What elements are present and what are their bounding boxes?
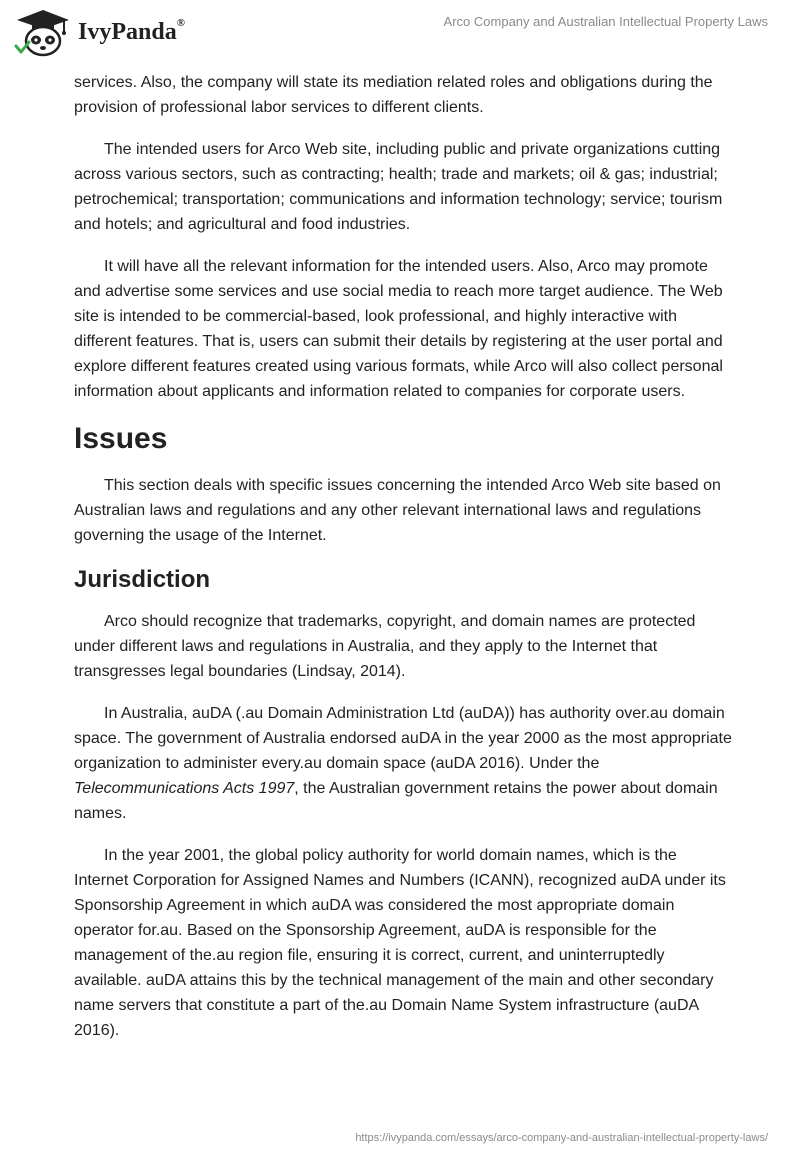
essay-body [74,70,734,1060]
paragraph-1: services. Also, the company will state its mediation related roles and obligations during the provision of professional labor services to different clients. [74,74,713,116]
ivypanda-logo[interactable] [14,8,214,58]
paragraph-6-end: , the Australian government retains the power about domain names. [74,780,718,822]
paragraph-6-start: In Australia, auDA (.au Domain Administration Ltd (auDA)) has authority over.au domain space. The government of Australia endorsed auDA in the year 2000 as the most appropriate organization to administer every.au domain space (auDA 2016). Under the [74,705,732,772]
source-url[interactable]: https://ivypanda.com/essays/arco-company-and-australian-intellectual-property-laws/ [355,1132,768,1144]
paragraph-3: It will have all the relevant information for the intended users. Also, Arco may promote and advertise some services and use social media to reach more target audience. The Web site is intended to be commercial-based, look professional, and highly interactive with different features. That is, users can submit their details by registering at the user portal and explore different features created using various formats, while Arco will also collect personal information about applicants and information related to companies for corporate users. [74,258,723,400]
page-header [0,0,800,66]
act-title: Telecommunications Acts 1997 [74,780,295,797]
document-title: Arco Company and Australian Intellectual Property Laws [443,14,768,29]
paragraph-7: In the year 2001, the global policy authority for world domain names, which is the Internet Corporation for Assigned Names and Numbers (ICANN), recognized auDA under its Sponsorship Agreement in which auDA was considered the most appropriate domain operator for.au. Based on the Sponsorship Agreement, auDA is responsible for the management of the.au region file, ensuring it is correct, current, and uninterruptedly available. auDA attains this by the technical management of the main and other secondary name servers that constitute a part of the.au Domain Name System infrastructure (auDA 2016). [74,847,726,1039]
panda-mascot-icon [14,8,72,58]
paragraph-2: The intended users for Arco Web site, including public and private organizations cutting across various sectors, such as contracting; health; trade and markets; oil & gas; industrial; petrochemical; transportation; communications and information technology; service; tourism and hotels; and agricultural and food industries. [74,141,723,233]
paragraph-4: This section deals with specific issues concerning the intended Arco Web site based on Australian laws and regulations and any other relevant international laws and regulations governing the usage of the Internet. [74,477,721,544]
paragraph-6 [74,701,734,826]
paragraph-5: Arco should recognize that trademarks, copyright, and domain names are protected under different laws and regulations in Australia, and they apply to the Internet that transgresses legal boundaries (Lindsay, 2014). [74,613,696,680]
heading-issues: Issues [74,422,168,455]
heading-jurisdiction: Jurisdiction [74,566,211,593]
brand-name: IvyPanda® [78,17,185,45]
